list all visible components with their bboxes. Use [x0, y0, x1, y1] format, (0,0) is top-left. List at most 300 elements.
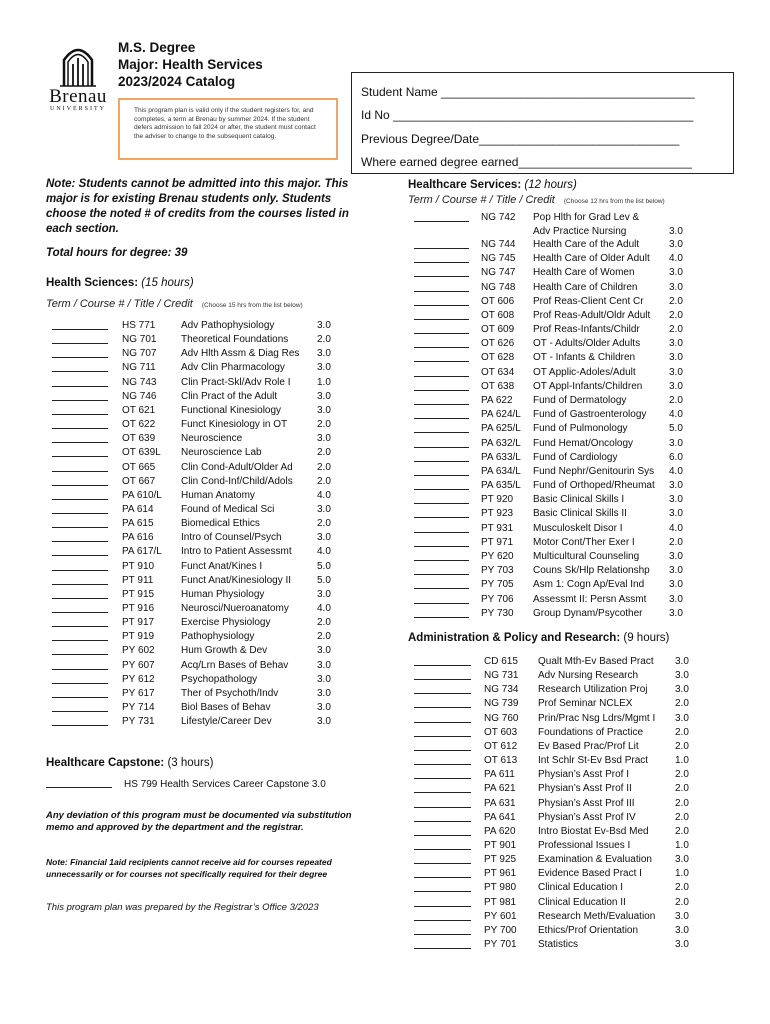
course-row [414, 465, 714, 479]
course-credit: 2.0 [317, 518, 331, 530]
course-title: Basic Clinical Skills II [533, 508, 627, 520]
course-title: Fund of Gastroenterology [533, 409, 647, 421]
course-title: Physian’s Asst Prof IV [538, 811, 636, 823]
term-blank[interactable] [52, 357, 108, 358]
course-code: PA 633/L [481, 451, 521, 463]
course-row [52, 376, 342, 390]
term-blank[interactable] [414, 390, 469, 391]
course-row [414, 394, 714, 408]
course-row [414, 593, 714, 607]
id-number-field[interactable]: Id No _____________________________________________ [361, 108, 694, 123]
course-credit: 3.0 [669, 565, 683, 577]
term-blank[interactable] [414, 588, 469, 589]
course-code: PT 911 [122, 574, 154, 586]
financial-aid-note: Note: Financial 1aid recipients cannot receive aid for courses repeated unnecessarily or for courses not specifically required for their degree [46, 857, 332, 879]
column-labels: Term / Course # / Title / Credit [46, 298, 193, 310]
term-blank[interactable] [414, 503, 469, 504]
course-code: OT 622 [122, 419, 156, 431]
course-row [414, 323, 714, 337]
term-blank[interactable] [414, 404, 469, 405]
course-credit: 2.0 [675, 811, 689, 823]
term-blank[interactable] [414, 546, 469, 547]
course-credit: 3.0 [317, 362, 331, 374]
term-blank[interactable] [52, 428, 108, 429]
term-blank[interactable] [414, 863, 471, 864]
course-code: NG 707 [122, 348, 157, 360]
course-row [414, 437, 714, 451]
term-blank[interactable] [414, 906, 471, 907]
course-credit: 3.0 [669, 550, 683, 562]
course-code: PT 910 [122, 560, 155, 572]
course-code: PT 981 [484, 896, 517, 908]
course-credit: 3.0 [669, 338, 683, 350]
course-row [414, 479, 714, 493]
term-blank[interactable] [414, 835, 471, 836]
course-credit: 3.0 [675, 684, 689, 696]
course-row [414, 669, 714, 683]
course-row [52, 461, 342, 475]
term-blank[interactable] [414, 489, 469, 490]
term-blank[interactable] [414, 750, 471, 751]
term-blank[interactable] [52, 527, 108, 528]
course-title: Ther of Psychoth/Indv [181, 687, 279, 699]
term-blank[interactable] [52, 343, 108, 344]
term-blank[interactable] [52, 499, 108, 500]
course-credit: 3.0 [669, 281, 683, 293]
term-blank[interactable] [414, 849, 471, 850]
term-blank[interactable] [52, 371, 108, 372]
term-blank[interactable] [52, 584, 108, 585]
term-blank[interactable] [414, 291, 469, 292]
term-blank[interactable] [414, 603, 469, 604]
course-title: Evidence Based Pract I [538, 868, 642, 880]
term-blank[interactable] [414, 891, 471, 892]
course-title: Neuroscience [181, 433, 243, 445]
course-title: Health Care of Children [533, 281, 638, 293]
term-blank[interactable] [52, 442, 108, 443]
course-title: Int Schlr St-Ev Bsd Pract [538, 755, 649, 767]
course-code: PT 919 [122, 631, 155, 643]
term-blank[interactable] [52, 626, 108, 627]
term-blank[interactable] [52, 485, 108, 486]
course-code: NG 742 [481, 212, 516, 223]
course-row [52, 517, 342, 531]
course-row [414, 853, 714, 867]
course-code: OT 628 [481, 352, 515, 364]
course-credit: 3.0 [675, 939, 689, 950]
course-code: PT 980 [484, 882, 517, 894]
term-blank[interactable] [414, 722, 471, 723]
course-row [414, 782, 714, 796]
course-title: Physian’s Asst Prof II [538, 783, 632, 795]
course-row [52, 531, 342, 545]
term-blank[interactable] [414, 665, 471, 666]
course-title: Ev Based Prac/Prof Lit [538, 740, 639, 752]
degree-title: M.S. Degree [118, 40, 196, 55]
term-blank[interactable] [414, 461, 469, 462]
course-credit: 5.0 [669, 423, 683, 435]
course-row [414, 493, 714, 507]
catalog-title: 2023/2024 Catalog [118, 74, 236, 89]
course-credit: 3.0 [675, 656, 689, 667]
course-title: Basic Clinical Skills I [533, 494, 625, 506]
course-title: Intro of Counsel/Psych [181, 532, 282, 544]
course-code: OT 621 [122, 404, 156, 416]
term-blank[interactable] [52, 725, 108, 726]
course-row [52, 432, 342, 446]
course-credit: 5.0 [317, 560, 331, 572]
healthcare-services-heading [408, 179, 577, 191]
term-blank[interactable] [414, 877, 471, 878]
course-credit: 3.0 [669, 593, 683, 605]
course-row [414, 252, 714, 266]
course-row [414, 408, 714, 422]
course-row [414, 910, 714, 924]
course-credit: 4.0 [317, 489, 331, 501]
course-row [52, 560, 342, 574]
term-blank[interactable] [414, 693, 471, 694]
course-title: Motor Cont/Ther Exer I [533, 536, 635, 548]
course-title: OT - Infants & Children [533, 352, 636, 364]
term-blank[interactable] [52, 456, 108, 457]
course-row [414, 366, 714, 380]
course-row [52, 446, 342, 460]
course-title: Pop Hlth for Grad Lev & [533, 212, 640, 223]
course-credit: 3.0 [669, 239, 683, 250]
course-row [414, 536, 714, 550]
course-code: OT 639L [122, 447, 161, 459]
course-row [52, 333, 342, 347]
term-blank[interactable] [52, 683, 108, 684]
course-code: PA 631 [484, 797, 516, 809]
course-row [414, 295, 714, 309]
course-row [414, 238, 714, 252]
course-credit: 2.0 [675, 783, 689, 795]
course-row [52, 475, 342, 489]
course-row [414, 768, 714, 782]
course-code: PY 620 [481, 550, 514, 562]
course-title: Biomedical Ethics [181, 518, 260, 530]
term-blank[interactable] [52, 400, 108, 401]
course-row [414, 839, 714, 853]
course-code: NG 746 [122, 390, 157, 402]
course-title: Adv Nursing Research [538, 670, 639, 682]
course-title: OT Applic-Adoles/Adult [533, 366, 636, 378]
course-code: PY 602 [122, 645, 155, 657]
course-code: OT 667 [122, 475, 156, 487]
course-title: Prin/Prac Nsg Ldrs/Mgmt I [538, 712, 656, 724]
term-blank[interactable] [414, 679, 471, 680]
course-row [52, 715, 342, 729]
course-credit: 3.0 [675, 924, 689, 936]
course-row [414, 797, 714, 811]
term-blank[interactable] [414, 948, 471, 949]
course-title: Adv Hlth Assm & Diag Res [181, 348, 300, 360]
course-title: Health Care of the Adult [533, 239, 640, 250]
course-row [414, 564, 714, 578]
course-code: CD 615 [484, 656, 518, 667]
admission-note: Note: Students cannot be admitted into this major. This major is for existing Brenau students only. Students choose the noted # of credits from the courses listed in each section. [46, 178, 349, 235]
course-credit: 3.0 [317, 673, 331, 685]
where-earned-field[interactable]: Where earned degree earned__________________________ [361, 154, 692, 169]
course-credit: 3.0 [317, 588, 331, 600]
student-info-box [351, 72, 734, 174]
term-blank[interactable] [52, 386, 108, 387]
course-credit: 2.0 [317, 334, 331, 346]
course-code: PA 610/L [122, 489, 162, 501]
course-code: PA 614 [122, 503, 154, 515]
course-code: PA 615 [122, 518, 154, 530]
course-credit: 1.0 [317, 376, 331, 388]
term-blank[interactable] [414, 778, 471, 779]
course-code: NG 731 [484, 670, 519, 682]
term-blank[interactable] [414, 418, 469, 419]
course-credit: 4.0 [669, 253, 683, 265]
course-title: Hum Growth & Dev [181, 645, 268, 657]
course-credit: 3.0 [317, 716, 331, 728]
course-code: OT 665 [122, 461, 156, 473]
term-blank[interactable] [414, 707, 471, 708]
course-code: OT 639 [122, 433, 156, 445]
term-blank[interactable] [414, 319, 469, 320]
course-title: Clin Pract of the Adult [181, 390, 278, 402]
catalog-notice: This program plan is valid only if the student registers for, and completes, a term at Brenau by summer 2024. If the student defers admission to fall 2024 or after, the student must contact the adviser to change to the subsequent catalog. [118, 98, 338, 160]
course-row [414, 578, 714, 592]
course-title: OT Appl-Infants/Children [533, 380, 643, 392]
course-title: Professional Issues I [538, 839, 631, 851]
term-blank[interactable] [414, 276, 469, 277]
term-blank[interactable] [414, 532, 469, 533]
course-row [414, 867, 714, 881]
term-blank[interactable] [414, 617, 469, 618]
choose-note: (Choose 15 hrs from the list below) [201, 302, 303, 309]
course-code: PY 703 [481, 565, 514, 577]
term-blank[interactable] [52, 513, 108, 514]
course-code: PT 915 [122, 588, 155, 600]
course-credit: 3.0 [317, 532, 331, 544]
term-blank[interactable] [52, 669, 108, 670]
course-row [414, 712, 714, 726]
course-row [52, 347, 342, 361]
course-code: PT 961 [484, 868, 517, 880]
student-name-field[interactable]: Student Name ______________________________________ [361, 85, 695, 99]
course-row [52, 602, 342, 616]
course-code: PA 622 [481, 394, 513, 406]
course-credit: 3.0 [675, 712, 689, 724]
course-title: Funct Anat/Kinesiology II [181, 574, 292, 586]
term-blank[interactable] [414, 736, 471, 737]
term-blank[interactable] [414, 934, 471, 935]
course-row [52, 404, 342, 418]
course-row [414, 881, 714, 895]
term-blank[interactable] [414, 221, 469, 222]
course-credit: 3.0 [317, 659, 331, 671]
course-title: Statistics [538, 939, 579, 950]
course-credit: 2.0 [669, 394, 683, 406]
course-credit: 3.0 [317, 687, 331, 699]
course-code: PT 901 [484, 839, 517, 851]
course-credit: 3.0 [669, 494, 683, 506]
term-blank[interactable] [414, 361, 469, 362]
course-code: NG 747 [481, 267, 516, 279]
course-row [52, 574, 342, 588]
course-row [414, 697, 714, 711]
course-code: NG 711 [122, 362, 156, 374]
term-blank[interactable] [414, 248, 469, 249]
course-row [52, 319, 342, 333]
course-row [414, 309, 714, 323]
term-blank[interactable] [414, 517, 469, 518]
prepared-by: This program plan was prepared by the Registrar’s Office 3/2023 [46, 902, 319, 913]
course-credit: 2.0 [669, 536, 683, 548]
section-hours: (15 hours) [141, 277, 194, 289]
course-title: Health Care of Older Adult [533, 253, 650, 265]
course-title: Fund of Orthoped/Rheumat [533, 480, 655, 492]
course-credit: 3.0 [675, 854, 689, 866]
term-blank[interactable] [52, 541, 108, 542]
course-code: OT 609 [481, 324, 515, 336]
term-blank[interactable] [414, 764, 471, 765]
course-row [52, 644, 342, 658]
course-code: HS 771 [122, 320, 156, 331]
course-row [414, 281, 714, 295]
course-title: Prof Reas-Client Cent Cr [533, 295, 644, 307]
term-blank[interactable] [414, 333, 469, 334]
term-blank[interactable] [414, 920, 471, 921]
term-blank[interactable] [414, 305, 469, 306]
course-code: PA 621 [484, 783, 516, 795]
course-credit: 2.0 [675, 825, 689, 837]
term-blank[interactable] [52, 711, 108, 712]
capstone-course: HS 799 Health Services Career Capstone 3.0 [124, 779, 326, 790]
course-code: OT 603 [484, 726, 518, 738]
term-blank[interactable] [414, 262, 469, 263]
course-title: Musculoskelt Disor I [533, 522, 623, 534]
health-sciences-subheader [46, 298, 303, 310]
course-title: Funct Kinesiology in OT [181, 419, 288, 431]
course-title: Neurosci/Nueroanatomy [181, 603, 289, 614]
healthcare-services-subheader [408, 194, 665, 206]
term-blank[interactable] [414, 574, 469, 575]
course-title: Human Anatomy [181, 489, 255, 501]
course-title: Clin Cond-Inf/Child/Adols [181, 475, 293, 487]
term-blank[interactable] [414, 560, 469, 561]
course-title: Research Meth/Evaluation [538, 910, 656, 922]
term-blank[interactable] [52, 612, 108, 613]
course-row [52, 659, 342, 673]
term-blank[interactable] [46, 787, 112, 788]
course-code: OT 608 [481, 309, 515, 321]
course-row [52, 489, 342, 503]
course-row [414, 938, 714, 952]
course-title: Clinical Education I [538, 882, 624, 894]
choose-note: (Choose 12 hrs from the list below) [563, 198, 665, 205]
course-row [414, 896, 714, 910]
course-code: PY 701 [484, 939, 517, 950]
course-credit: 2.0 [675, 896, 689, 908]
course-credit: 3.0 [675, 910, 689, 922]
course-title: Foundations of Practice [538, 726, 644, 738]
term-blank[interactable] [52, 598, 108, 599]
term-blank[interactable] [52, 570, 108, 571]
course-row [414, 211, 714, 225]
health-sciences-heading [46, 277, 194, 289]
course-title: Fund Hemat/Oncology [533, 437, 634, 449]
term-blank[interactable] [414, 807, 471, 808]
term-blank[interactable] [52, 471, 108, 472]
course-title: Lifestyle/Career Dev [181, 716, 272, 728]
course-title: Found of Medical Sci [181, 503, 275, 515]
term-blank[interactable] [52, 329, 108, 330]
course-credit: 1.0 [675, 755, 689, 767]
term-blank[interactable] [414, 475, 469, 476]
term-blank[interactable] [52, 414, 108, 415]
course-title: Clinical Education II [538, 896, 626, 908]
term-blank[interactable] [52, 555, 108, 556]
course-row [414, 655, 714, 669]
term-blank[interactable] [52, 654, 108, 655]
course-credit: 3.0 [669, 226, 683, 237]
term-blank[interactable] [414, 821, 471, 822]
term-blank[interactable] [414, 432, 469, 433]
course-title: Physian’s Asst Prof I [538, 769, 629, 781]
course-code: PY 731 [122, 716, 155, 728]
course-title: Fund of Pulmonology [533, 423, 628, 435]
course-code: NG 748 [481, 281, 516, 293]
term-blank[interactable] [414, 792, 471, 793]
course-credit: 2.0 [317, 631, 331, 643]
course-row [52, 701, 342, 715]
term-blank[interactable] [414, 376, 469, 377]
course-title: Intro to Patient Assessmt [181, 546, 292, 558]
course-code: PY 607 [122, 659, 155, 671]
course-code: OT 638 [481, 380, 515, 392]
course-row [414, 266, 714, 280]
course-code: NG 743 [122, 376, 157, 388]
course-row [414, 740, 714, 754]
term-blank[interactable] [52, 697, 108, 698]
course-title: Fund of Cardiology [533, 451, 618, 463]
course-title: Adv Pathophysiology [181, 320, 275, 331]
admin-policy-heading [408, 632, 669, 644]
course-row [414, 683, 714, 697]
course-title: Neuroscience Lab [181, 447, 262, 459]
course-code: PA 624/L [481, 409, 521, 421]
course-row [414, 550, 714, 564]
course-credit: 6.0 [669, 451, 683, 463]
capstone-course-row [46, 779, 326, 790]
course-title: Couns Sk/Hlp Relationshp [533, 565, 650, 577]
course-code: PA 625/L [481, 423, 521, 435]
term-blank[interactable] [52, 640, 108, 641]
course-title: Funct Anat/Kines I [181, 560, 263, 572]
page-header [118, 39, 263, 90]
course-code: OT 606 [481, 295, 515, 307]
term-blank[interactable] [414, 347, 469, 348]
course-code: PT 916 [122, 603, 155, 614]
course-code: NG 734 [484, 684, 519, 696]
capstone-heading [46, 757, 213, 769]
course-credit: 3.0 [317, 320, 331, 331]
course-credit: 3.0 [675, 670, 689, 682]
course-code: PT 920 [481, 494, 514, 506]
course-code: OT 634 [481, 366, 515, 378]
course-title: Psychopathology [181, 673, 258, 685]
previous-degree-field[interactable]: Previous Degree/Date______________________________ [361, 131, 680, 146]
term-blank[interactable] [414, 447, 469, 448]
course-credit: 4.0 [669, 522, 683, 534]
course-credit: 2.0 [675, 769, 689, 781]
